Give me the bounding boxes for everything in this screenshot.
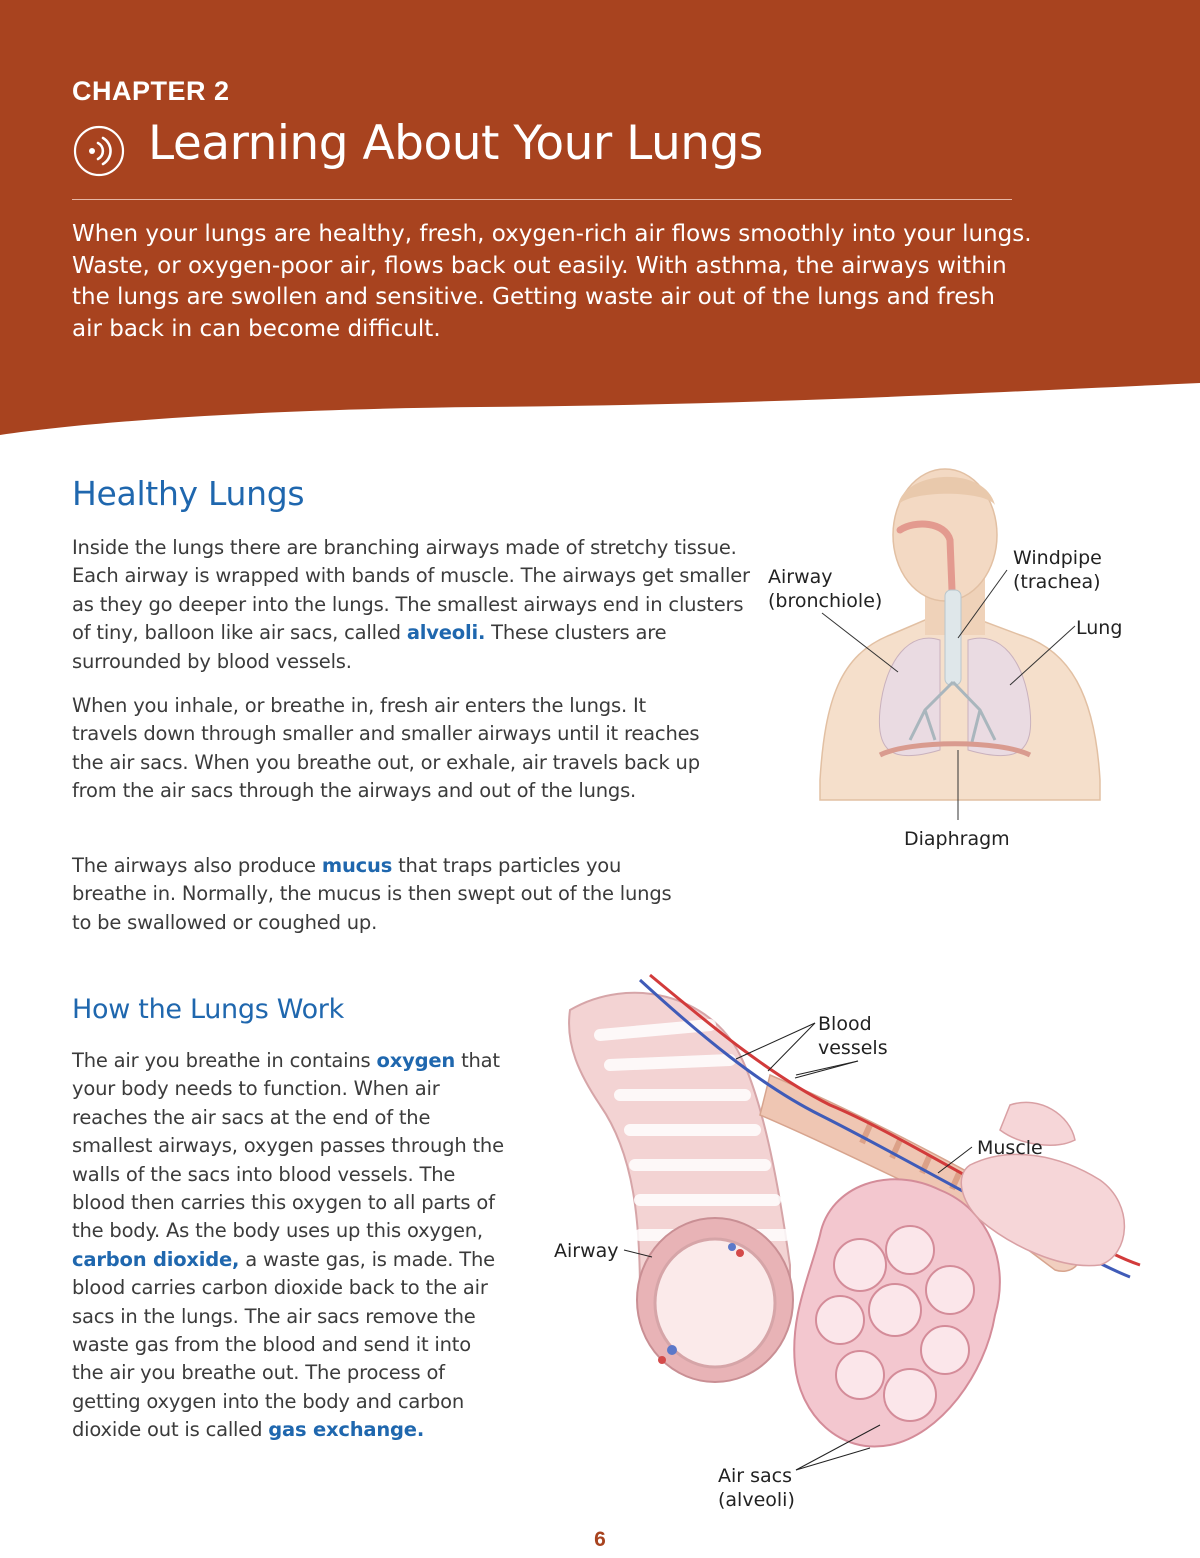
label-airway: Airway: [554, 1240, 619, 1262]
text-run: Inside the lungs there are branching airways made of stretchy tissue. Each airway is wrapped with bands of muscle. The airways get smaller as they go deeper into the lungs. The smallest airways end in clusters of tiny, balloon like air sacs, called: [72, 536, 750, 645]
page-number: 6: [594, 1528, 606, 1551]
healthy-lungs-paragraph-3: [72, 852, 692, 937]
text-run: that your body needs to function. When air reaches the air sacs at the end of the smallest airways, oxygen passes through the walls of the sacs into blood vessels. The blood then carries this oxygen to all parts of the body. As the body uses up this oxygen,: [72, 1049, 504, 1243]
label-air-sacs: Air sacs: [718, 1465, 793, 1487]
label-trachea: (trachea): [1013, 571, 1101, 593]
text-run: These clusters are surrounded by blood vessels.: [72, 621, 667, 673]
section-heading-how-lungs-work: How the Lungs Work: [72, 994, 344, 1025]
lungs-anatomy-illustration: [740, 450, 1160, 870]
text-run: The airways also produce: [72, 854, 322, 877]
lungs-anatomy-figure: [740, 450, 1160, 870]
label-lung: Lung: [1076, 617, 1123, 639]
label-blood-vessels: Blood: [818, 1013, 872, 1035]
airway-alveoli-figure: [540, 965, 1150, 1525]
label-vessels: vessels: [818, 1037, 888, 1059]
chapter-intro: When your lungs are healthy, fresh, oxygen-rich air flows smoothly into your lungs. Waste, or oxygen-poor air, flows back out easily. With asthma, the airways within the lungs are swollen and sensitive. Getting waste air out of the lungs and fresh air back in can become difficult.: [72, 221, 1032, 342]
label-windpipe: Windpipe: [1013, 547, 1102, 569]
keyword-alveoli: alveoli.: [406, 621, 486, 645]
section-heading-healthy-lungs: Healthy Lungs: [72, 474, 305, 513]
text-run: a waste gas, is made. The blood carries carbon dioxide back to the air sacs in the lungs. The air sacs remove the waste gas from the blood and send it into the air you breathe out. The process of getting oxygen into the body and carbon dioxide out is called: [72, 1247, 495, 1442]
title-divider: [72, 199, 1012, 200]
label-airway: Airway: [768, 566, 833, 588]
healthy-lungs-paragraph-1: [72, 534, 752, 676]
page-title: Learning About Your Lungs: [148, 116, 763, 171]
label-muscle: Muscle: [977, 1137, 1043, 1159]
label-alveoli: (alveoli): [718, 1489, 795, 1511]
how-lungs-work-paragraph: [72, 1047, 507, 1445]
text-run: The air you breathe in contains: [72, 1049, 377, 1072]
label-diaphragm: Diaphragm: [904, 828, 1010, 850]
keyword-carbon-dioxide: carbon dioxide,: [72, 1247, 240, 1271]
label-bronchiole: (bronchiole): [768, 590, 883, 612]
keyword-mucus: mucus: [321, 854, 393, 877]
text-run: that traps particles you breathe in. Normally, the mucus is then swept out of the lungs to be swallowed or coughed up.: [72, 854, 672, 934]
chapter-label: CHAPTER 2: [72, 76, 230, 106]
keyword-gas-exchange: gas exchange.: [268, 1418, 425, 1442]
audio-speaker-icon[interactable]: [72, 124, 126, 178]
keyword-oxygen: oxygen: [376, 1049, 456, 1072]
healthy-lungs-paragraph-2: When you inhale, or breathe in, fresh air enters the lungs. It travels down through smaller and smaller airways until it reaches the air sacs. When you breathe out, or exhale, air travels back up from the air sacs through the airways and out of the lungs.: [72, 694, 700, 803]
